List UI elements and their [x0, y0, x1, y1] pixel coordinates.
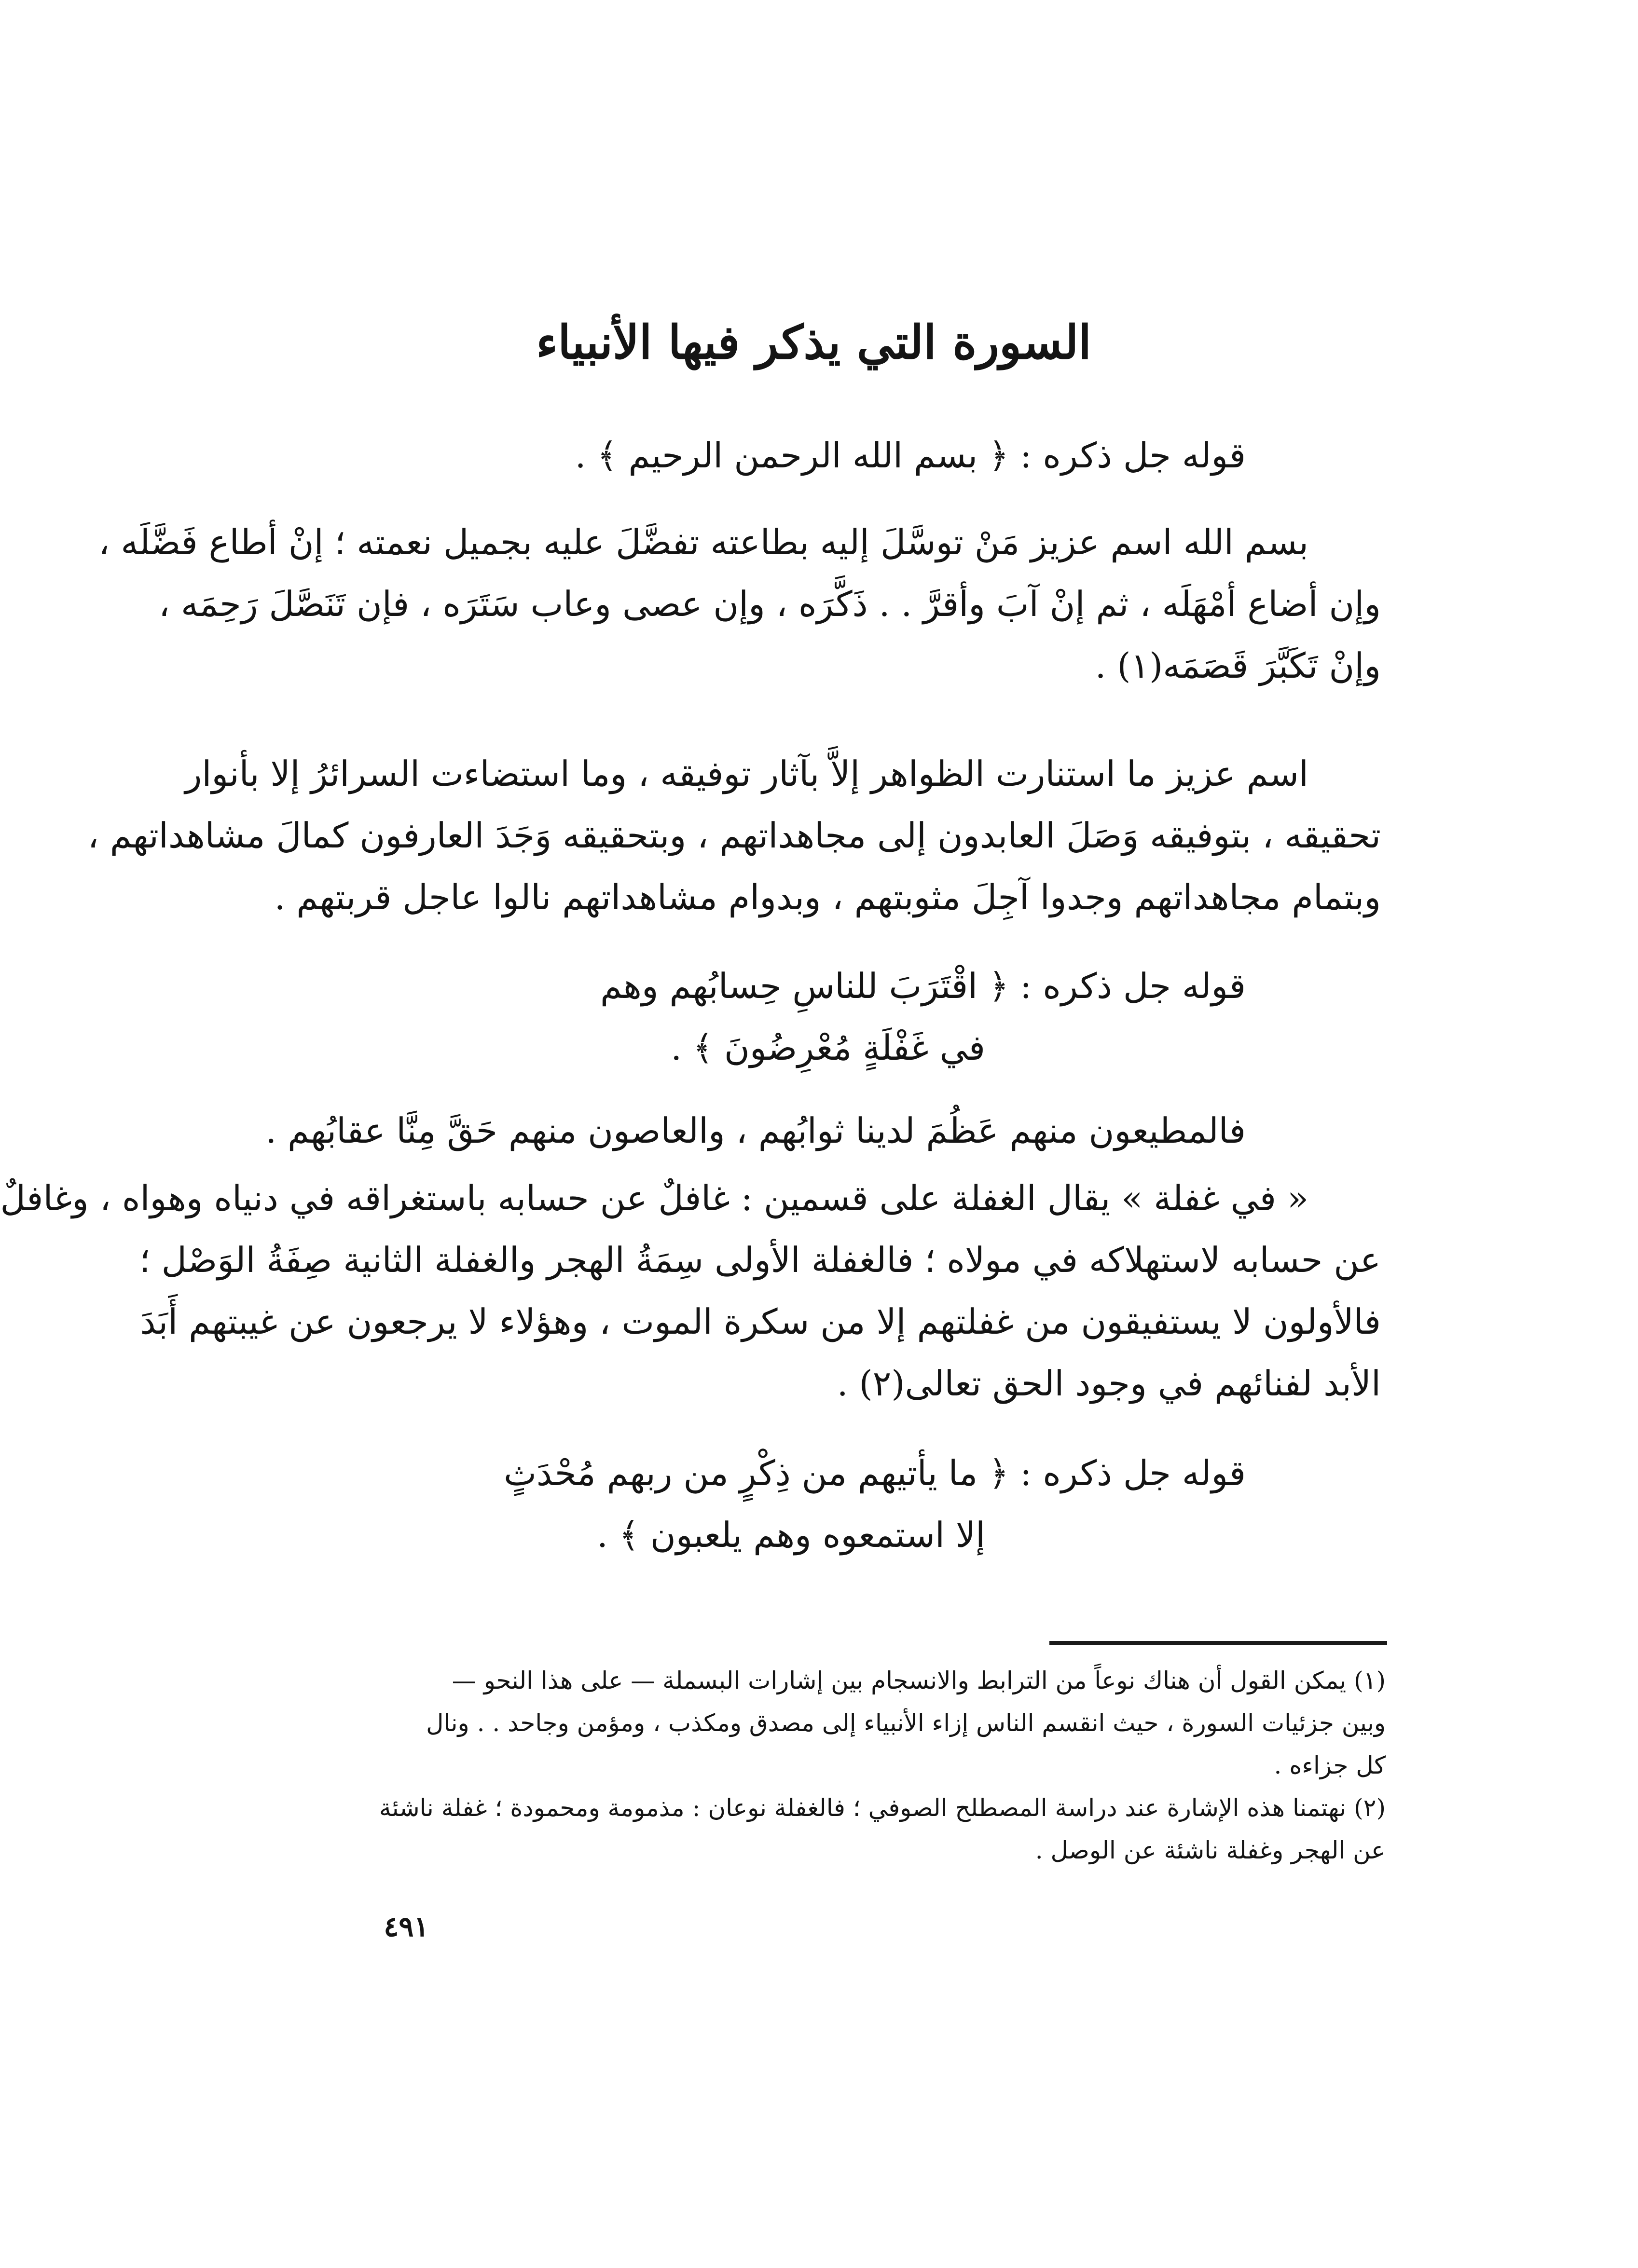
text-line: وإن أضاع أمْهَلَه ، ثم إنْ آبَ وأقرَّ . . ذَكَّرَه ، وإن عصى وعاب سَتَرَه ، فإن تَنَصَّلَ رَحِمَه ، — [158, 584, 1381, 624]
text-line: « في غفلة » يقال الغفلة على قسمين : غافلٌ عن حسابه باستغراقه في دنياه وهواه ، وغافلٌ — [0, 1178, 1308, 1218]
text-line: الأبد لفنائهم في وجود الحق تعالى(٢) . — [837, 1363, 1381, 1404]
page-number: ٤٩١ — [384, 1910, 429, 1943]
footnote-line: عن الهجر وغفلة ناشئة عن الوصل . — [1035, 1836, 1386, 1864]
text-line: قوله جل ذكره : ﴿ بسم الله الرحمن الرحيم ﴾ . — [575, 435, 1246, 476]
text-line: اسم عزيز ما استنارت الظواهر إلاَّ بآثار توفيقه ، وما استضاءت السرائرُ إلا بأنوار — [185, 753, 1308, 794]
footnote-divider — [1049, 1641, 1387, 1645]
verse-line: قوله جل ذكره : ﴿ اقْتَرَبَ للناسِ حِسابُهم وهم — [600, 966, 1246, 1006]
paragraph-basmala-commentary — [98, 511, 1381, 697]
text-line: عن حسابه لاستهلاكه في مولاه ؛ فالغفلة الأولى سِمَةُ الهجر والغفلة الثانية صِفَةُ الوَصْل ؛ — [139, 1240, 1381, 1280]
paragraph-mutiun — [265, 1100, 1381, 1161]
text-line: وإنْ تَكَبَّرَ قَصَمَه(١) . — [1095, 645, 1381, 686]
verse-line: في غَفْلَةٍ مُعْرِضُونَ ﴾ . — [671, 1027, 985, 1068]
text-line: فالأولون لا يستفيقون من غفلتهم إلا من سكرة الموت ، وهؤلاء لا يرجعون عن غيبتهم أَبَدَ — [140, 1301, 1381, 1342]
footnotes — [329, 1659, 1386, 1872]
footnote-line: (٢) نهتمنا هذه الإشارة عند دراسة المصطلح الصوفي ؛ فالغفلة نوعان : مذمومة ومحمودة ؛ غفلة ناشئة — [379, 1794, 1386, 1822]
text-line: تحقيقه ، بتوفيقه وَصَلَ العابدون إلى مجاهداتهم ، وبتحقيقه وَجَدَ العارفون كمالَ مشاهداتهم ، — [87, 815, 1381, 856]
paragraph-basmala-heading — [339, 424, 1381, 486]
paragraph-iqtaraba-heading — [339, 955, 1381, 1079]
paragraph-ghafla — [0, 1167, 1381, 1414]
text-line: بسم الله اسم عزيز مَنْ توسَّلَ إليه بطاعته تفضَّلَ عليه بجميل نعمته ؛ إنْ أطاع فَضَّلَه ، — [98, 522, 1308, 562]
footnote-line: (١) يمكن القول أن هناك نوعاً من الترابط والانسجام بين إشارات البسملة — على هذا النحو — — [452, 1667, 1386, 1694]
paragraph-aziz — [87, 743, 1381, 928]
surah-title: السورة التي يذكر فيها الأنبياء — [536, 315, 1091, 369]
paragraph-ma-yatihim-heading — [339, 1442, 1381, 1566]
footnote-line: وبين جزئيات السورة ، حيث انقسم الناس إزاء الأنبياء إلى مصدق ومكذب ، ومؤمن وجاحد . . ونال — [426, 1709, 1386, 1737]
verse-line: قوله جل ذكره : ﴿ ما يأتيهم من ذِكْرٍ من ربهم مُحْدَثٍ — [504, 1453, 1246, 1493]
text-line: وبتمام مجاهداتهم وجدوا آجِلَ مثوبتهم ، وبدوام مشاهداتهم نالوا عاجل قربتهم . — [274, 877, 1381, 917]
footnote-line: كل جزاءه . — [1274, 1751, 1386, 1779]
verse-line: إلا استمعوه وهم يلعبون ﴾ . — [597, 1515, 985, 1555]
text-line: فالمطيعون منهم عَظُمَ لدينا ثوابُهم ، والعاصون منهم حَقَّ مِنَّا عقابُهم . — [265, 1110, 1246, 1151]
